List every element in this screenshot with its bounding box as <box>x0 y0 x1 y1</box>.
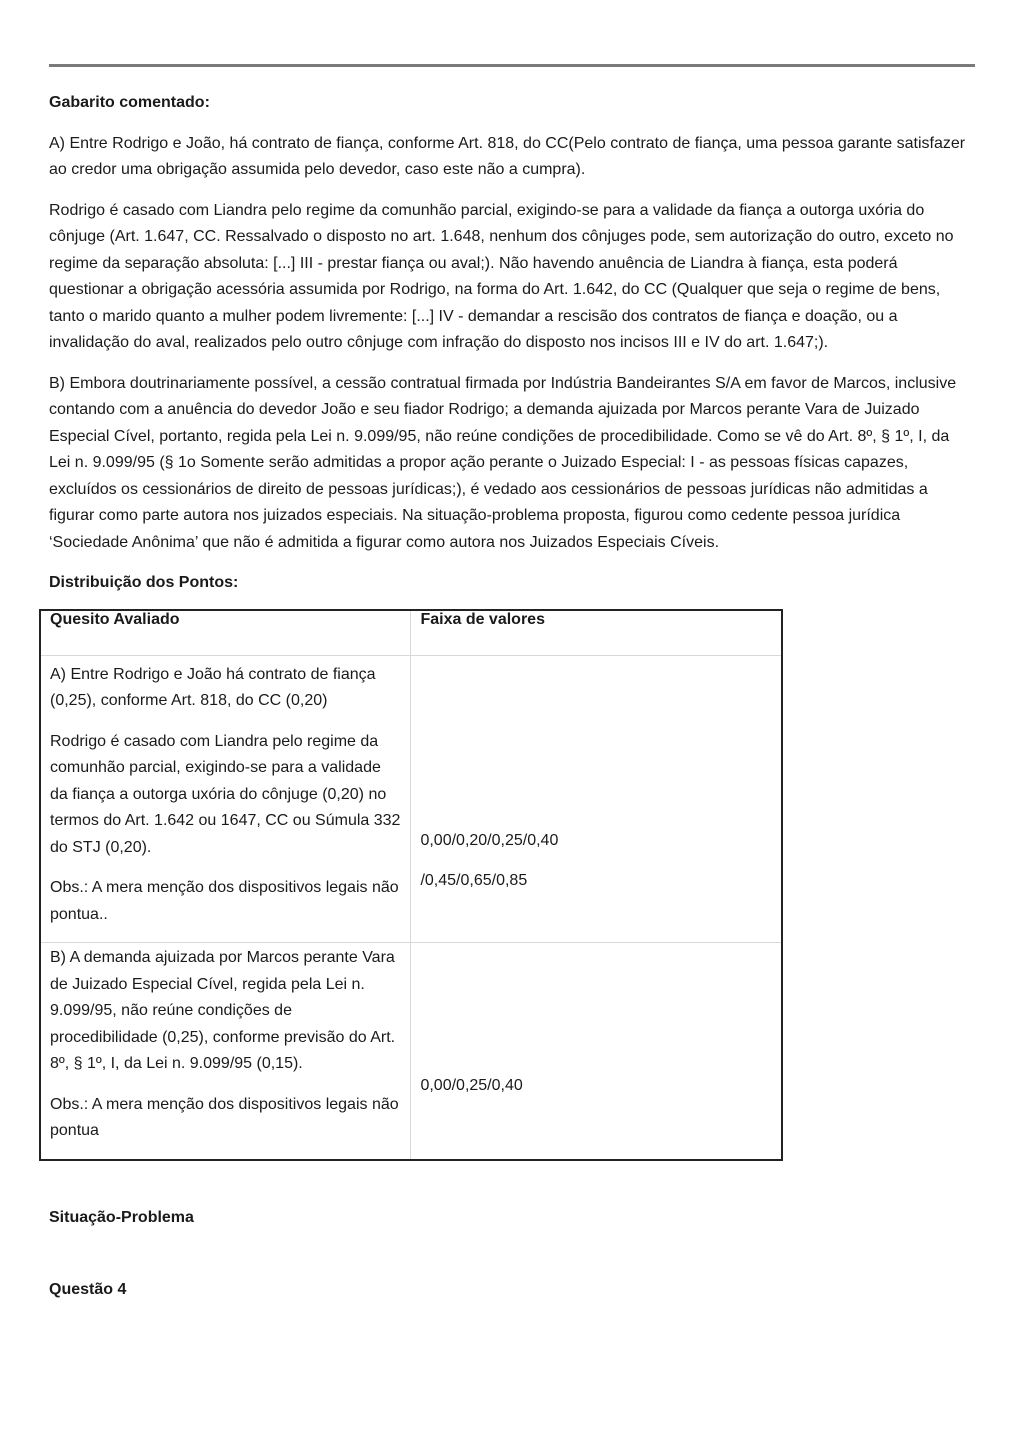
table-row <box>40 943 782 1160</box>
row-a-text-2: Rodrigo é casado com Liandra pelo regime da comunhão parcial, exigindo-se para a validade da fiança a outorga uxória do cônjuge (0,20) no termos do Art. 1.642 ou 1647, CC ou Súmula 332 do STJ (0,20). <box>50 732 401 856</box>
row-a-range-2: /0,45/0,65/0,85 <box>420 872 528 889</box>
header-quesito: Quesito Avaliado <box>40 610 411 656</box>
heading-distribuicao: Distribuição dos Pontos: <box>49 574 239 591</box>
row-a-text-1: A) Entre Rodrigo e João há contrato de fiança (0,25), conforme Art. 818, do CC (0,20) <box>50 665 376 709</box>
row-b-quesito <box>40 943 411 1160</box>
row-b-range-1: 0,00/0,25/0,40 <box>420 1077 523 1094</box>
row-a-quesito <box>40 655 411 943</box>
row-b-obs: Obs.: A mera menção dos dispositivos legais não pontua <box>50 1095 399 1139</box>
points-table <box>39 609 783 1161</box>
heading-questao: Questão 4 <box>49 1281 127 1298</box>
document-body <box>49 90 969 1318</box>
row-b-text-1: B) A demanda ajuizada por Marcos perante Vara de Juizado Especial Cível, regida pela Lei n. 9.099/95, não reúne condições de procedibilidade (0,25), conforme previsão do Art. 8º, § 1º, I, da Lei n. 9.099/95 (0,15). <box>50 949 396 1072</box>
paragraph-rodrigo: Rodrigo é casado com Liandra pelo regime da comunhão parcial, exigindo-se para a validade da fiança a outorga uxória do cônjuge (Art. 1.647, CC. Ressalvado o disposto no art. 1.648, nenhum dos cônjuges pode, sem autorização do outro, exceto no regime da separação absoluta: [...] III - prestar fiança ou aval;). Não havendo anuência de Liandra à fiança, esta poderá questionar a obrigação acessória assumida por Rodrigo, na forma do Art. 1.642, do CC (Qualquer que seja o regime de bens, tanto o marido quanto a mulher podem livremente: [...] IV - demandar a rescisão dos contratos de fiança e doação, ou a invalidação do aval, realizados pelo outro cônjuge com infração do disposto nos incisos III e IV do art. 1.647;). <box>49 201 954 351</box>
table-row <box>40 655 782 943</box>
heading-gabarito: Gabarito comentado: <box>49 94 210 111</box>
paragraph-a: A) Entre Rodrigo e João, há contrato de fiança, conforme Art. 818, do CC(Pelo contrato de fiança, uma pessoa garante satisfazer ao credor uma obrigação assumida pelo devedor, caso este não a cumpra). <box>49 134 966 178</box>
table-header-row <box>40 610 782 656</box>
row-b-faixa <box>411 943 782 1160</box>
heading-situacao: Situação-Problema <box>49 1208 194 1226</box>
row-a-range-1: 0,00/0,20/0,25/0,40 <box>420 831 559 849</box>
header-rule <box>49 64 975 67</box>
row-a-faixa <box>411 655 782 943</box>
row-a-obs: Obs.: A mera menção dos dispositivos legais não pontua.. <box>50 879 399 923</box>
header-faixa: Faixa de valores <box>411 610 782 656</box>
paragraph-b: B) Embora doutrinariamente possível, a cessão contratual firmada por Indústria Bandeirantes S/A em favor de Marcos, inclusive contando com a anuência do devedor João e seu fiador Rodrigo; a demanda ajuizada por Marcos perante Vara de Juizado Especial Cível, portanto, regida pela Lei n. 9.099/95, não reúne condições de procedibilidade. Como se vê do Art. 8º, § 1º, I, da Lei n. 9.099/95 (§ 1o Somente serão admitidas a propor ação perante o Juizado Especial: I - as pessoas físicas capazes, excluídos os cessionários de direito de pessoas jurídicas;), é vedado aos cessionários de pessoas jurídicas não admitidas a figurar como parte autora nos juizados especiais. Na situação-problema proposta, figurou como cedente pessoa jurídica ‘Sociedade Anônima’ que não é admitida a figurar como autora nos Juizados Especiais Cíveis. <box>49 374 957 551</box>
